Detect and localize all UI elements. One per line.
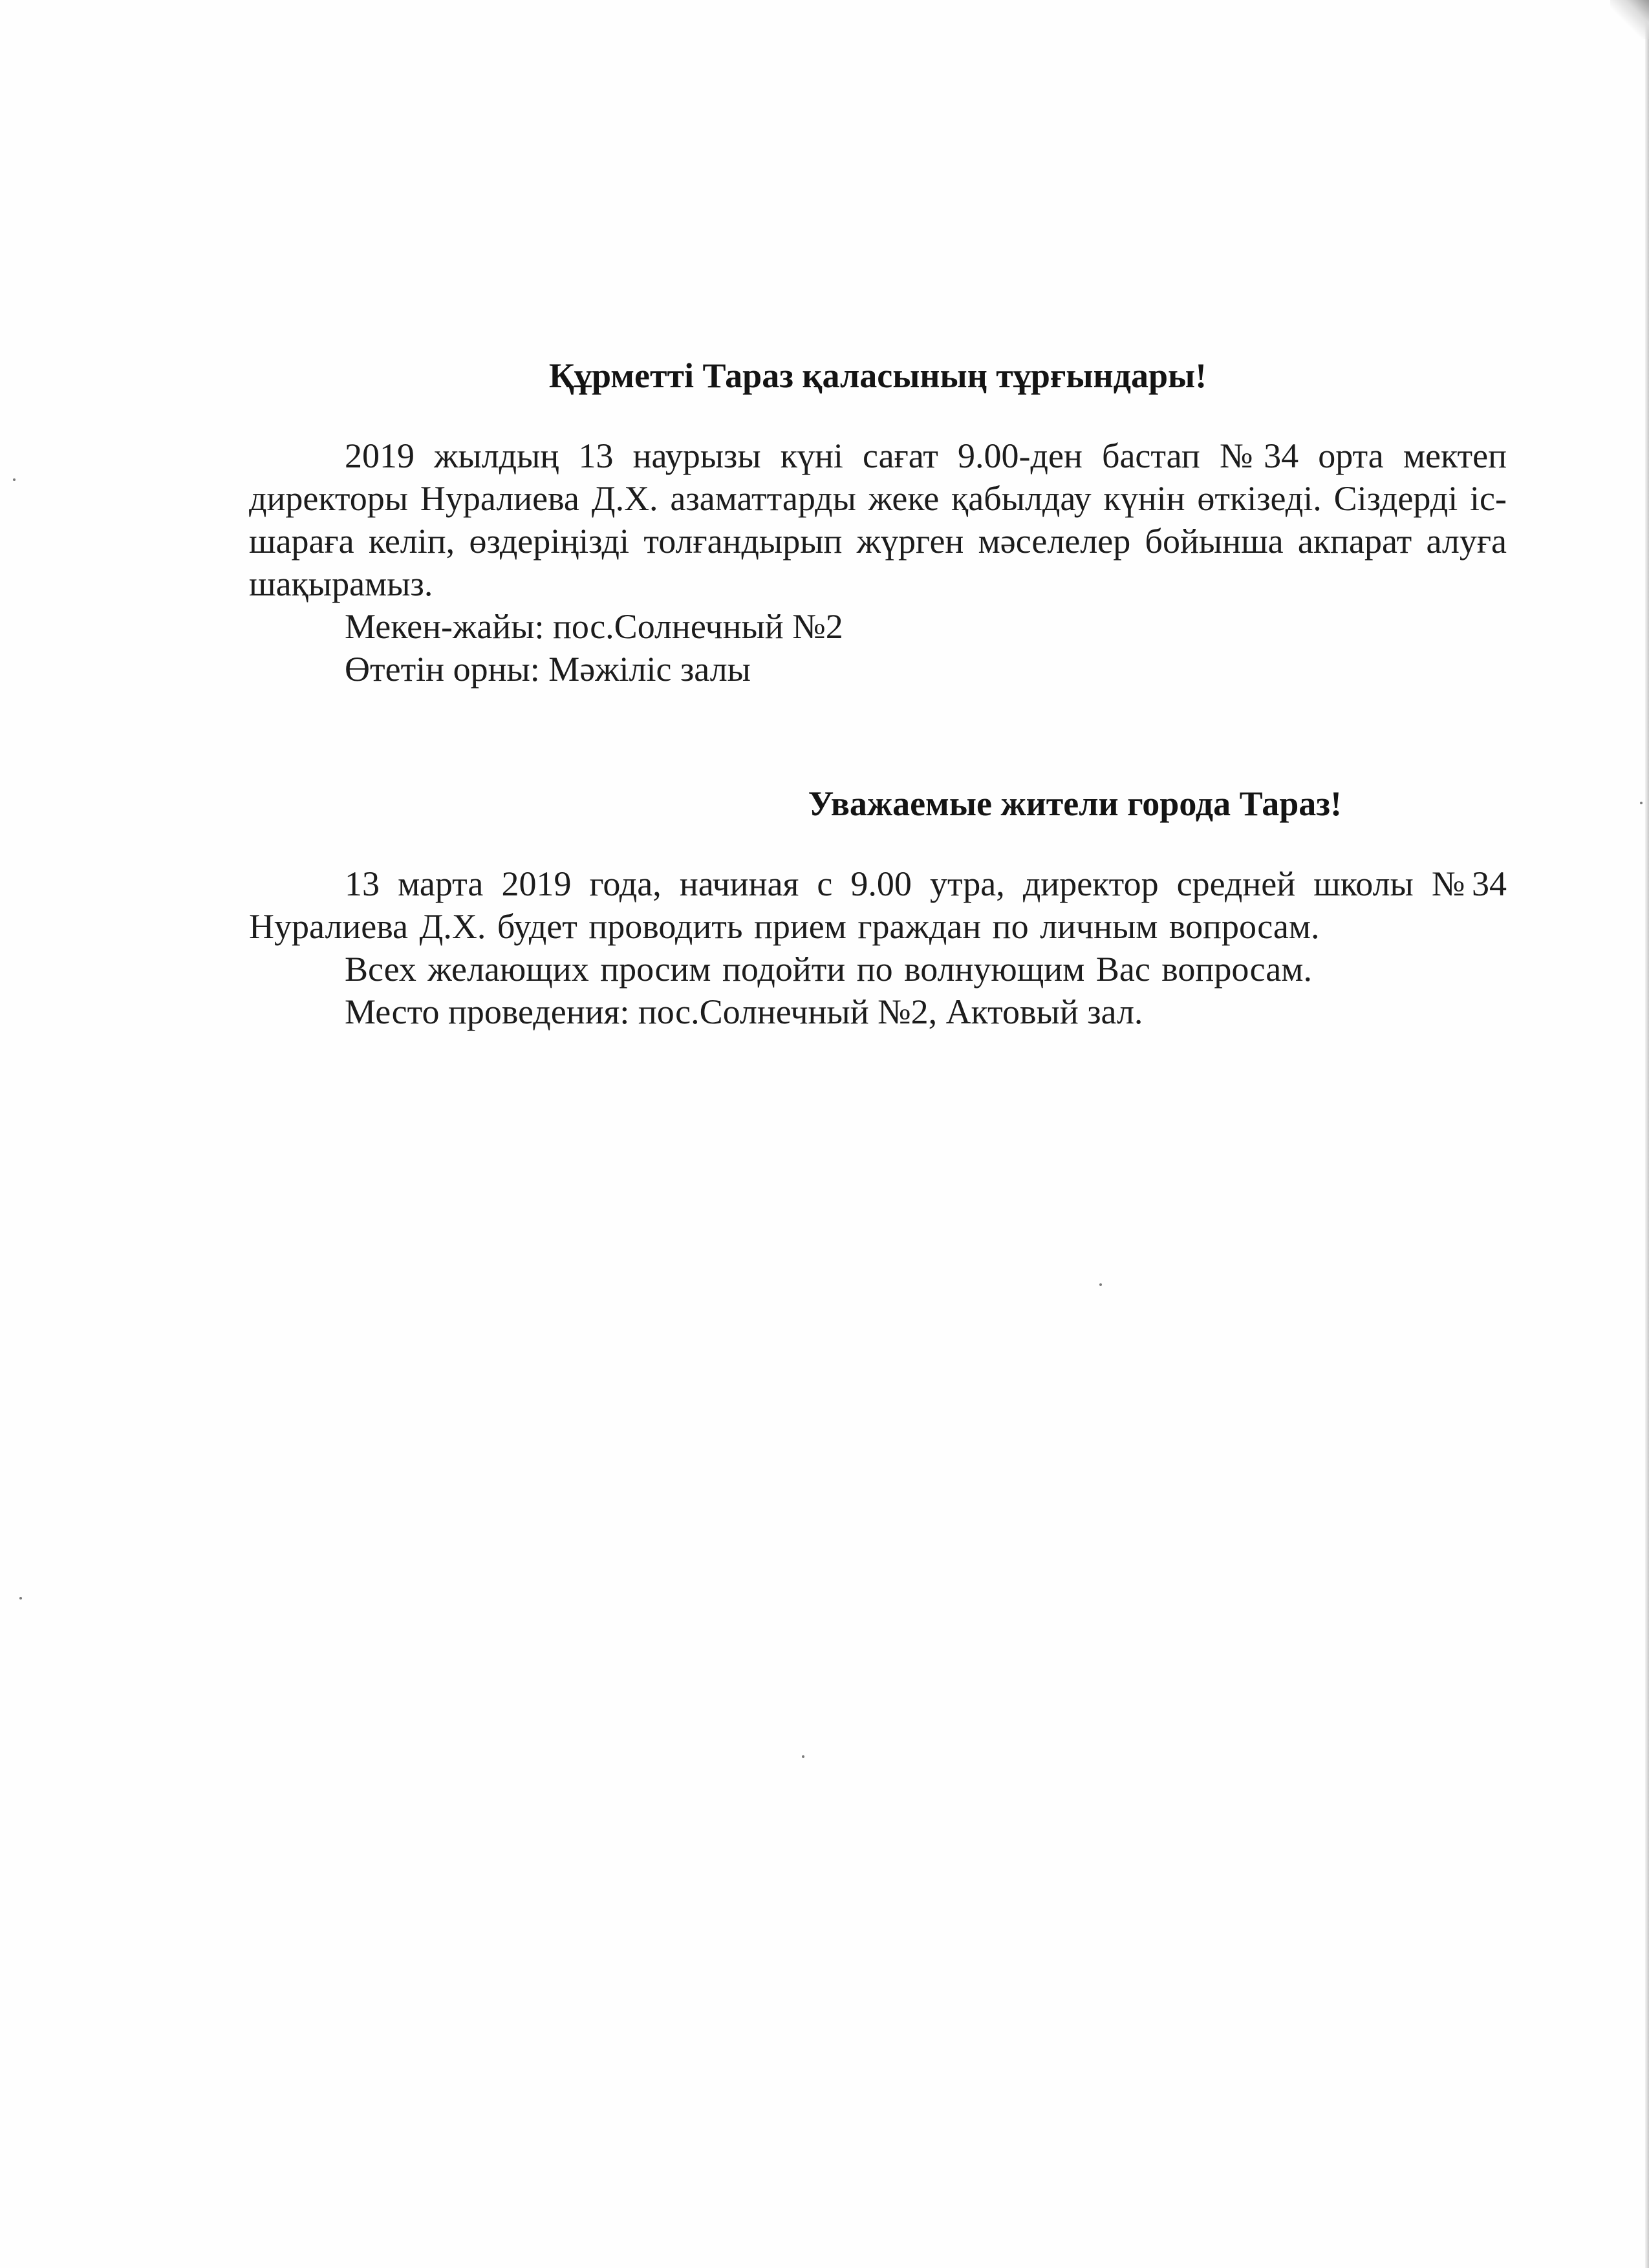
scan-speck [1099,1283,1102,1286]
scan-speck [13,478,16,481]
scan-speck [19,1597,22,1599]
kazakh-paragraph: 2019 жылдың 13 наурызы күні сағат 9.00-ден бастап №34 орта мектеп директоры Нуралиева Д.Х. азаматтарды жеке қабылдау күнін өткізеді. Сіздерді іс-шараға келіп, өздеріңізді толғандырып жүрген мәселелер бойынша акпарат алуға шақырамыз. [249,436,1507,603]
kazakh-venue: Өтетін орны: Мәжіліс залы [345,650,751,689]
scan-speck [802,1755,804,1758]
spacer [249,825,1507,862]
russian-paragraph-1: 13 марта 2019 года, начиная с 9.00 утра, директор средней школы №34 Нуралиева Д.Х. будет проводить прием граждан по личным вопросам. [249,864,1507,946]
kazakh-heading: Құрметті Тараз қаласының тұрғындары! [548,356,1207,395]
russian-heading: Уважаемые жители города Тараз! [808,784,1342,823]
kazakh-announcement [249,354,1507,690]
scan-corner-shadow [1610,0,1649,39]
russian-announcement [249,782,1507,1033]
spacer [249,397,1507,434]
russian-venue: Место проведения: пос.Солнечный №2, Актовый зал. [345,992,1143,1031]
scan-speck [1640,802,1643,804]
russian-paragraph-2: Всех желающих просим подойти по волнующим Вас вопросам. [345,950,1312,989]
scan-edge-shadow [1645,0,1649,2268]
kazakh-address: Мекен-жайы: пос.Солнечный №2 [345,607,843,646]
